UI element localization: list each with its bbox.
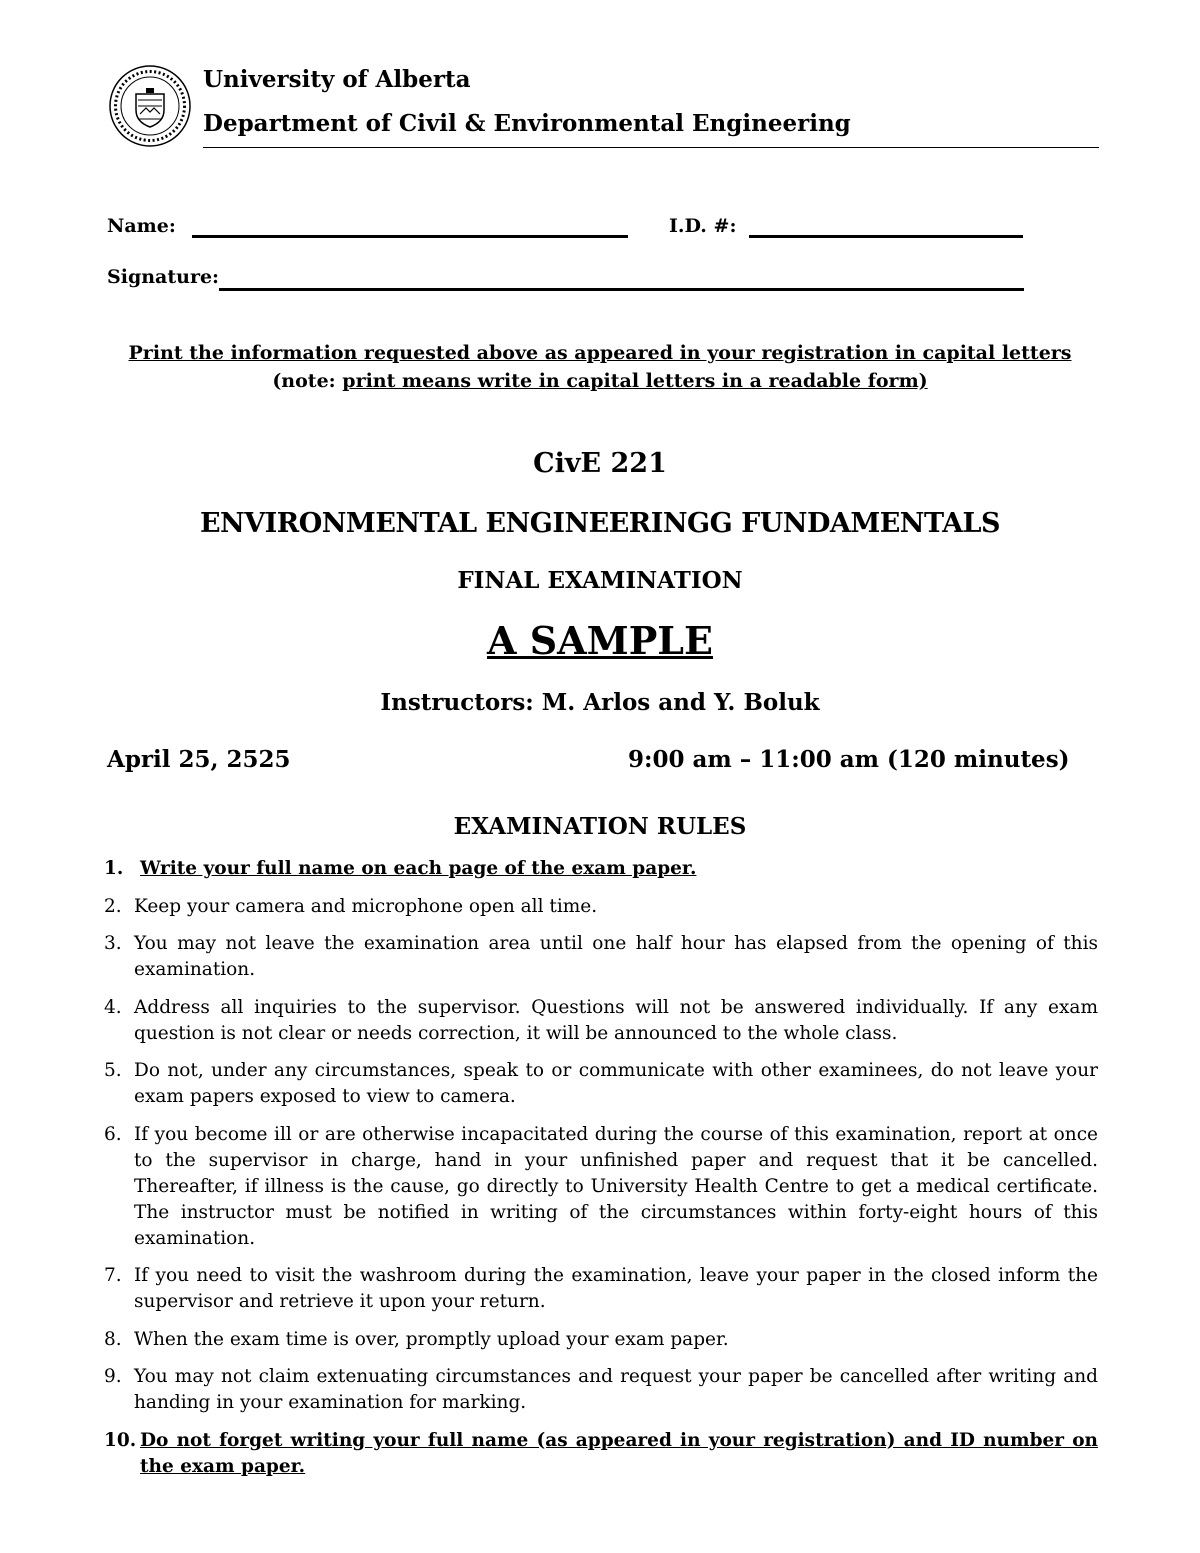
exam-time: 9:00 am – 11:00 am (120 minutes) [628, 746, 1070, 773]
rule-number: 8. [104, 1328, 122, 1350]
rule-text: You may not leave the examination area until one half hour has elapsed from the opening of this examination. [134, 933, 1098, 980]
university-name: University of Alberta [203, 66, 471, 93]
rule-text: You may not claim extenuating circumstances and request your paper be cancelled after writing and handing in your examination for marking. [134, 1366, 1098, 1413]
rule-text: Do not, under any circumstances, speak to or communicate with other examinees, do not leave your exam papers exposed to view to camera. [134, 1060, 1098, 1107]
rule-text: When the exam time is over, promptly upload your exam paper. [134, 1328, 729, 1350]
name-label: Name: [107, 215, 176, 237]
rule-text: Address all inquiries to the supervisor. Questions will not be answered individually. If any exam question is not clear or needs correction, it will be announced to the whole class. [134, 996, 1098, 1044]
rule-text: Do not forget writing your full name (as appeared in your registration) and ID number on the exam paper. [140, 1429, 1098, 1477]
rule-item [104, 1428, 1098, 1480]
rule-item [104, 1263, 1098, 1315]
rule-text: If you need to visit the washroom during the examination, leave your paper in the closed inform the supervisor and retrieve it upon your return. [134, 1265, 1098, 1312]
rule-text: Write your full name on each page of the exam paper. [140, 858, 697, 879]
print-instruction [0, 342, 1200, 364]
rule-number: 5. [104, 1060, 122, 1081]
rules-list [104, 856, 1098, 1491]
exam-date: April 25, 2525 [107, 746, 291, 773]
rule-item [104, 1364, 1098, 1416]
header-divider [203, 147, 1099, 148]
rules-heading: EXAMINATION RULES [453, 813, 747, 840]
rule-item [104, 894, 1098, 920]
rule-number: 10. [104, 1429, 137, 1451]
rule-item [104, 1327, 1098, 1353]
department-name: Department of Civil & Environmental Engineering [203, 110, 851, 137]
course-title: ENVIRONMENTAL ENGINEERINGG FUNDAMENTALS [199, 508, 1001, 539]
print-note-prefix: (note: [272, 370, 343, 392]
sample-label: A SAMPLE [487, 618, 713, 663]
rule-item [104, 856, 1098, 882]
rule-number: 1. [104, 858, 124, 879]
course-code: CivE 221 [533, 448, 667, 479]
id-field[interactable] [749, 235, 1023, 238]
rule-text: If you become ill or are otherwise incapacitated during the course of this examination, report at once to the supervisor in charge, hand in your unfinished paper and request that it be cancelled. Thereafter, if illness is the cause, go directly to University Health Centre to get a medical certificate. The instructor must be notified in writing of the circumstances within forty-eight hours of this examination. [134, 1123, 1098, 1249]
exam-type: FINAL EXAMINATION [457, 567, 743, 594]
rule-item [104, 1122, 1098, 1252]
rule-number: 4. [104, 996, 122, 1018]
rule-item [104, 1058, 1098, 1110]
name-field[interactable] [192, 235, 628, 238]
rule-item [104, 995, 1098, 1047]
id-label: I.D. #: [669, 215, 737, 237]
signature-label: Signature: [107, 266, 220, 288]
rule-item [104, 931, 1098, 983]
rule-number: 9. [104, 1366, 122, 1387]
print-note-text: print means write in capital letters in a readable form) [342, 370, 928, 392]
rule-number: 7. [104, 1265, 122, 1286]
rule-number: 3. [104, 933, 122, 954]
rule-text: Keep your camera and microphone open all time. [134, 895, 598, 917]
print-note [0, 370, 1200, 392]
rule-number: 6. [104, 1123, 122, 1145]
rule-number: 2. [104, 895, 122, 917]
university-seal-icon [108, 64, 192, 148]
instructors: Instructors: M. Arlos and Y. Boluk [380, 689, 820, 716]
signature-field[interactable] [219, 288, 1024, 291]
print-instruction-text: Print the information requested above as appeared in your registration in capital letters [128, 342, 1072, 364]
